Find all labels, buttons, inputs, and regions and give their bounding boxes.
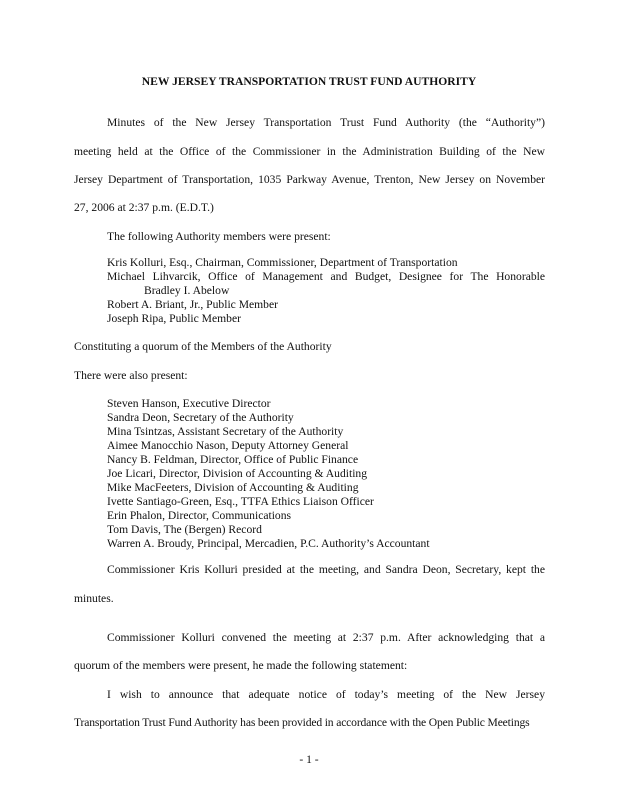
attendee-item: Sandra Deon, Secretary of the Authority (107, 411, 294, 424)
attendee-item: Warren A. Broudy, Principal, Mercadien, P.C. Authority’s Accountant (107, 537, 430, 550)
member-item: Kris Kolluri, Esq., Chairman, Commissioner, Department of Transportation (107, 256, 458, 269)
attendee-item: Aimee Manocchio Nason, Deputy Attorney General (107, 439, 349, 452)
member-item: Michael Lihvarcik, Office of Management and Budget, Designee for The Honorable (107, 270, 545, 283)
statement-line-1: I wish to announce that adequate notice of today’s meeting of the New Jersey (107, 688, 545, 701)
presided-line-2: minutes. (74, 592, 114, 605)
page-number: - 1 - (299, 753, 319, 766)
attendee-item: Nancy B. Feldman, Director, Office of Public Finance (107, 453, 359, 466)
attendee-item: Mina Tsintzas, Assistant Secretary of the Authority (107, 425, 344, 438)
quorum-statement: Constituting a quorum of the Members of the Authority (74, 340, 332, 353)
attendee-item: Steven Hanson, Executive Director (107, 397, 271, 410)
convened-line-2: quorum of the members were present, he made the following statement: (74, 659, 408, 672)
presided-line-1: Commissioner Kris Kolluri presided at the meeting, and Sandra Deon, Secretary, kept the (107, 563, 545, 576)
statement-line-2: Transportation Trust Fund Authority has been provided in accordance with the Open Public Meetings (74, 716, 530, 729)
members-heading: The following Authority members were present: (107, 230, 331, 243)
intro-line-4: 27, 2006 at 2:37 p.m. (E.D.T.) (74, 201, 214, 214)
attendee-item: Tom Davis, The (Bergen) Record (107, 523, 262, 536)
convened-line-1: Commissioner Kolluri convened the meeting at 2:37 p.m. After acknowledging that a (107, 631, 545, 644)
attendee-item: Mike MacFeeters, Division of Accounting & Auditing (107, 481, 359, 494)
member-item-continued: Bradley I. Abelow (144, 284, 230, 297)
intro-line-3: Jersey Department of Transportation, 1035 Parkway Avenue, Trenton, New Jersey on November (74, 173, 545, 186)
attendee-item: Joe Licari, Director, Division of Accounting & Auditing (107, 467, 368, 480)
attendee-item: Ivette Santiago-Green, Esq., TTFA Ethics Liaison Officer (107, 495, 374, 508)
member-item: Robert A. Briant, Jr., Public Member (107, 298, 278, 311)
attendee-item: Erin Phalon, Director, Communications (107, 509, 292, 522)
also-present-heading: There were also present: (74, 369, 188, 382)
document-title: NEW JERSEY TRANSPORTATION TRUST FUND AUTHORITY (141, 75, 477, 88)
intro-line-2: meeting held at the Office of the Commissioner in the Administration Building of the New (74, 145, 545, 158)
member-item: Joseph Ripa, Public Member (107, 312, 241, 325)
intro-line-1: Minutes of the New Jersey Transportation Trust Fund Authority (the “Authority”) (107, 116, 545, 129)
